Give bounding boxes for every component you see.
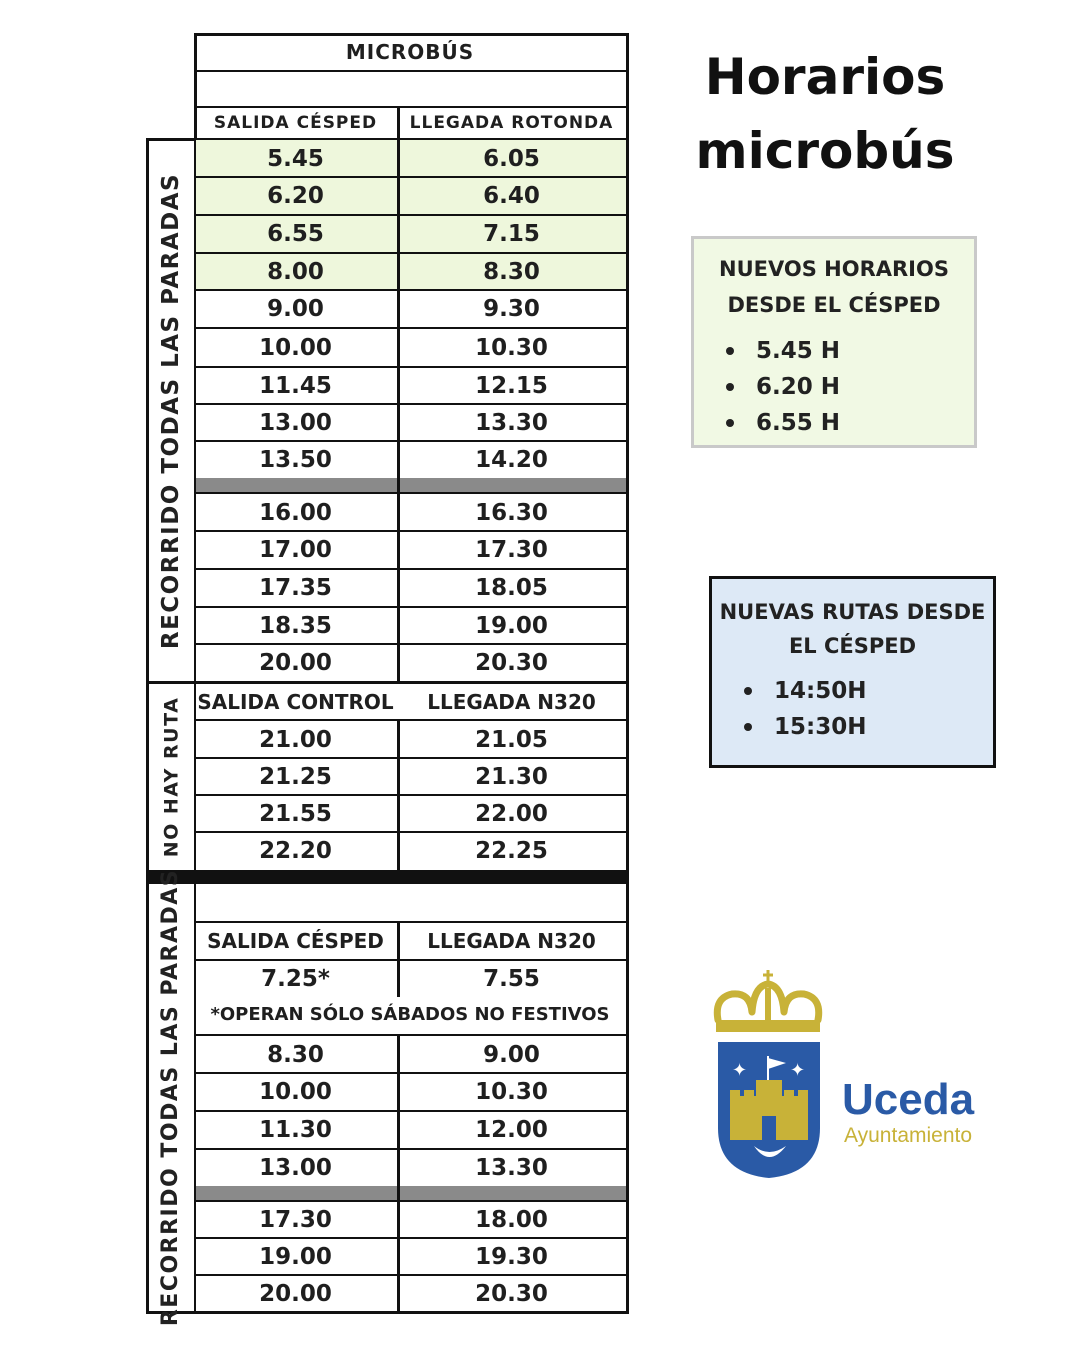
break-separator [194,478,628,492]
row-divider [194,214,628,216]
saturday-note: *OPERAN SÓLO SÁBADOS NO FESTIVOS [210,1003,610,1025]
time-departure: 16.00 [259,499,332,526]
row-divider [194,366,628,368]
time-departure: 5.45 [267,145,324,172]
time-departure: 8.00 [267,258,324,285]
time-arrival: 6.40 [483,183,540,209]
logo-name: Uceda [842,1075,975,1124]
bullet-icon [744,687,752,695]
time-arrival: 13.30 [475,1154,548,1181]
time-arrival: 9.30 [483,296,540,322]
time-arrival: 21.30 [475,763,548,790]
row-divider [194,289,628,291]
time-departure: 21.55 [259,800,332,827]
time-arrival: 10.30 [475,1079,548,1105]
time-departure: 22.20 [259,838,332,864]
time-arrival: 20.30 [475,650,548,676]
new-schedule-item: 6.20 H [726,369,974,405]
time-arrival: 13.30 [475,409,548,436]
col-header-departure: SALIDA CÉSPED [213,113,378,133]
logo-subtitle: Ayuntamiento [844,1124,973,1147]
col-header-departure-cesped: SALIDA CÉSPED [207,929,384,953]
time-departure: 21.00 [259,726,332,753]
time-arrival: 19.30 [475,1243,548,1270]
row-divider [194,327,628,329]
row-divider [194,403,628,405]
time-arrival: 18.05 [475,575,548,601]
column-divider [397,106,400,682]
uceda-logo [710,968,1010,1188]
new-route-item: 15:30H [744,709,993,745]
time-departure: 20.00 [259,650,332,676]
time-arrival: 8.30 [483,258,540,285]
side-label-all-stops: RECORRIDO TODAS LAS PARADAS [158,172,185,649]
time-departure: 18.35 [259,612,332,639]
svg-text:✦: ✦ [790,1060,806,1081]
row-divider [194,1148,628,1150]
row-divider [194,757,628,759]
new-routes-heading-2: EL CÉSPED [788,634,917,658]
row-divider [194,252,628,254]
time-arrival: 19.00 [475,612,548,639]
time-departure: 11.30 [259,1117,332,1143]
time-departure: 9.00 [267,296,324,322]
time-departure: 6.20 [267,183,324,209]
header-microbus: MICROBÚS [345,40,475,64]
row-divider [194,1072,628,1074]
time-departure: 20.00 [259,1280,332,1307]
time-departure: 6.55 [267,221,324,247]
time-arrival: 21.05 [475,726,548,753]
bullet-icon [726,347,734,355]
col-header-arrival-n320: LLEGADA N320 [427,690,596,714]
row-divider [194,643,628,645]
new-schedules-heading-2: DESDE EL CÉSPED [727,293,941,317]
coat-of-arms-icon [710,968,830,1183]
table-bottom-border [146,1311,628,1314]
time-arrival: 14.20 [475,446,548,473]
column-divider [397,719,400,872]
time-departure: 10.00 [259,334,332,361]
time-departure: 13.50 [259,446,332,473]
time-arrival: 10.30 [475,334,548,361]
row-divider [194,176,628,178]
time-arrival: 6.05 [483,145,540,172]
break-separator [194,1186,628,1200]
time-departure-saturday: 7.25* [261,966,330,992]
bullet-icon [726,419,734,427]
row-divider [194,831,628,833]
row-divider [194,440,628,442]
time-departure: 21.25 [259,763,332,790]
time-departure: 10.00 [259,1079,332,1105]
inner-left [194,138,196,1314]
time-arrival: 20.30 [475,1280,548,1307]
svg-text:✦: ✦ [732,1060,748,1081]
time-arrival: 17.30 [475,537,548,563]
time-departure: 13.00 [259,409,332,436]
row-divider [194,606,628,608]
new-routes-heading-1: NUEVAS RUTAS DESDE [719,600,986,624]
row-divider [194,530,628,532]
time-arrival: 22.25 [475,838,548,864]
new-schedule-item: 5.45 H [726,333,974,369]
new-schedule-item: 6.55 H [726,405,974,441]
row-divider [194,568,628,570]
new-routes-box [709,576,996,768]
time-arrival: 12.15 [475,372,548,399]
time-departure: 8.30 [267,1041,324,1068]
row-divider [194,1237,628,1239]
new-schedules-heading-1: NUEVOS HORARIOS [719,257,949,281]
column-divider [397,921,400,997]
row-divider [194,794,628,796]
title-line-2: microbús [695,122,955,180]
row-divider [194,70,628,72]
time-arrival: 16.30 [475,499,548,526]
time-departure: 13.00 [259,1154,332,1181]
time-arrival: 12.00 [475,1117,548,1143]
new-schedules-box [691,236,977,448]
time-departure: 17.30 [259,1207,332,1233]
bullet-icon [726,383,734,391]
table-outer-right [626,33,629,1314]
time-arrival: 9.00 [483,1041,540,1068]
column-divider [397,1034,400,1314]
row-divider [194,1274,628,1276]
time-arrival-saturday: 7.55 [483,966,540,992]
side-label-all-stops: RECORRIDO TODAS LAS PARADAS [158,868,184,1327]
page-title [660,40,990,188]
col-header-arrival: LLEGADA ROTONDA [409,113,614,133]
thick-section-divider [146,870,628,884]
row-divider [194,1110,628,1112]
header-left [194,33,197,140]
new-route-item: 14:50H [744,673,993,709]
bullet-icon [744,723,752,731]
time-arrival: 18.00 [475,1207,548,1233]
col-header-departure-control: SALIDA CONTROL [197,690,394,714]
time-departure: 19.00 [259,1243,332,1270]
time-departure: 17.00 [259,537,332,563]
title-line-1: Horarios [704,48,946,106]
time-arrival: 22.00 [475,800,548,827]
time-departure: 17.35 [259,575,332,601]
side-label-no-route: NO HAY RUTA [160,696,183,858]
time-arrival: 7.15 [483,221,540,247]
col-header-arrival-n320: LLEGADA N320 [427,929,596,953]
time-departure: 11.45 [259,372,332,399]
